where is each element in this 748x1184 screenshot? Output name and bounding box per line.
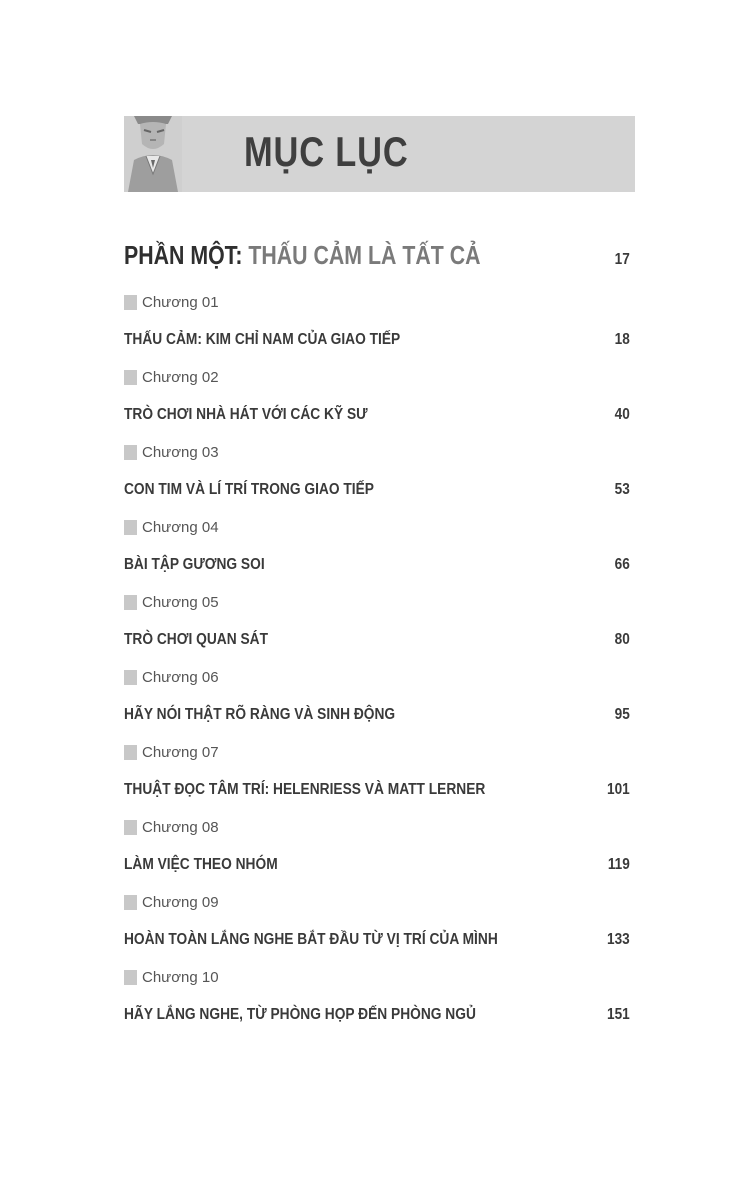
page-number: 53: [614, 481, 630, 498]
chapter-label: Chương 06: [142, 669, 219, 686]
chapter-title: CON TIM VÀ LÍ TRÍ TRONG GIAO TIẾP: [124, 481, 374, 498]
chapter-label-row: [124, 284, 630, 321]
part-name: THẤU CẢM LÀ TẤT CẢ: [248, 240, 481, 270]
part-lead: PHẦN MỘT:: [124, 240, 243, 270]
chapter-label: Chương 07: [142, 744, 219, 761]
chapter-label: Chương 02: [142, 369, 219, 386]
chapter-label-row: [124, 734, 630, 771]
chapter-label: Chương 09: [142, 894, 219, 911]
chapter-row[interactable]: [124, 921, 630, 959]
chapter-row[interactable]: [124, 321, 630, 359]
chapter-label: Chương 08: [142, 819, 219, 836]
chapter-marker: [124, 745, 137, 760]
page-number: 119: [608, 856, 630, 873]
page-number: 133: [607, 931, 630, 948]
chapter-label: Chương 01: [142, 294, 219, 311]
chapter-title: LÀM VIỆC THEO NHÓM: [124, 856, 278, 873]
part-row: [124, 240, 630, 284]
chapter-title: TRÒ CHƠI NHÀ HÁT VỚI CÁC KỸ SƯ: [124, 406, 368, 423]
chapter-label-row: [124, 434, 630, 471]
chapter-marker: [124, 670, 137, 685]
chapter-marker: [124, 445, 137, 460]
chapter-marker: [124, 820, 137, 835]
page-title: MỤC LỤC: [244, 128, 409, 175]
chapter-marker: [124, 295, 137, 310]
page-number: 101: [607, 781, 630, 798]
chapter-row[interactable]: [124, 546, 630, 584]
part-title: [124, 240, 480, 271]
page-number: 95: [614, 706, 630, 723]
chapter-marker: [124, 520, 137, 535]
chapter-label: Chương 03: [142, 444, 219, 461]
page-number: 17: [614, 251, 630, 268]
chapter-marker: [124, 370, 137, 385]
chapter-row[interactable]: [124, 996, 630, 1034]
chapter-row[interactable]: [124, 471, 630, 509]
chapter-marker: [124, 970, 137, 985]
chapter-list: [124, 284, 630, 1034]
chapter-label-row: [124, 509, 630, 546]
chapter-title: THẤU CẢM: KIM CHỈ NAM CỦA GIAO TIẾP: [124, 331, 401, 348]
chapter-title: THUẬT ĐỌC TÂM TRÍ: HELENRIESS VÀ MATT LERNER: [124, 781, 486, 798]
chapter-title: BÀI TẬP GƯƠNG SOI: [124, 556, 265, 573]
page-number: 151: [607, 1006, 630, 1023]
chapter-row[interactable]: [124, 396, 630, 434]
chapter-title: HÃY NÓI THẬT RÕ RÀNG VÀ SINH ĐỘNG: [124, 706, 396, 723]
chapter-title: HÃY LẮNG NGHE, TỪ PHÒNG HỌP ĐẾN PHÒNG NGỦ: [124, 1006, 476, 1023]
chapter-row[interactable]: [124, 696, 630, 734]
man-portrait-illustration: [124, 104, 182, 192]
chapter-row[interactable]: [124, 771, 630, 809]
chapter-label: Chương 04: [142, 519, 219, 536]
chapter-label: Chương 10: [142, 969, 219, 986]
chapter-label-row: [124, 809, 630, 846]
chapter-label-row: [124, 359, 630, 396]
chapter-title: HOÀN TOÀN LẮNG NGHE BẮT ĐẦU TỪ VỊ TRÍ CỦA MÌNH: [124, 931, 498, 948]
page-number: 40: [614, 406, 630, 423]
page-number: 80: [614, 631, 630, 648]
page-number: 66: [614, 556, 630, 573]
chapter-row[interactable]: [124, 621, 630, 659]
chapter-marker: [124, 595, 137, 610]
chapter-label: Chương 05: [142, 594, 219, 611]
chapter-label-row: [124, 884, 630, 921]
chapter-marker: [124, 895, 137, 910]
chapter-row[interactable]: [124, 846, 630, 884]
table-of-contents: [124, 240, 630, 1034]
chapter-label-row: [124, 584, 630, 621]
page-number: 18: [614, 331, 630, 348]
chapter-label-row: [124, 659, 630, 696]
chapter-label-row: [124, 959, 630, 996]
chapter-title: TRÒ CHƠI QUAN SÁT: [124, 631, 268, 648]
